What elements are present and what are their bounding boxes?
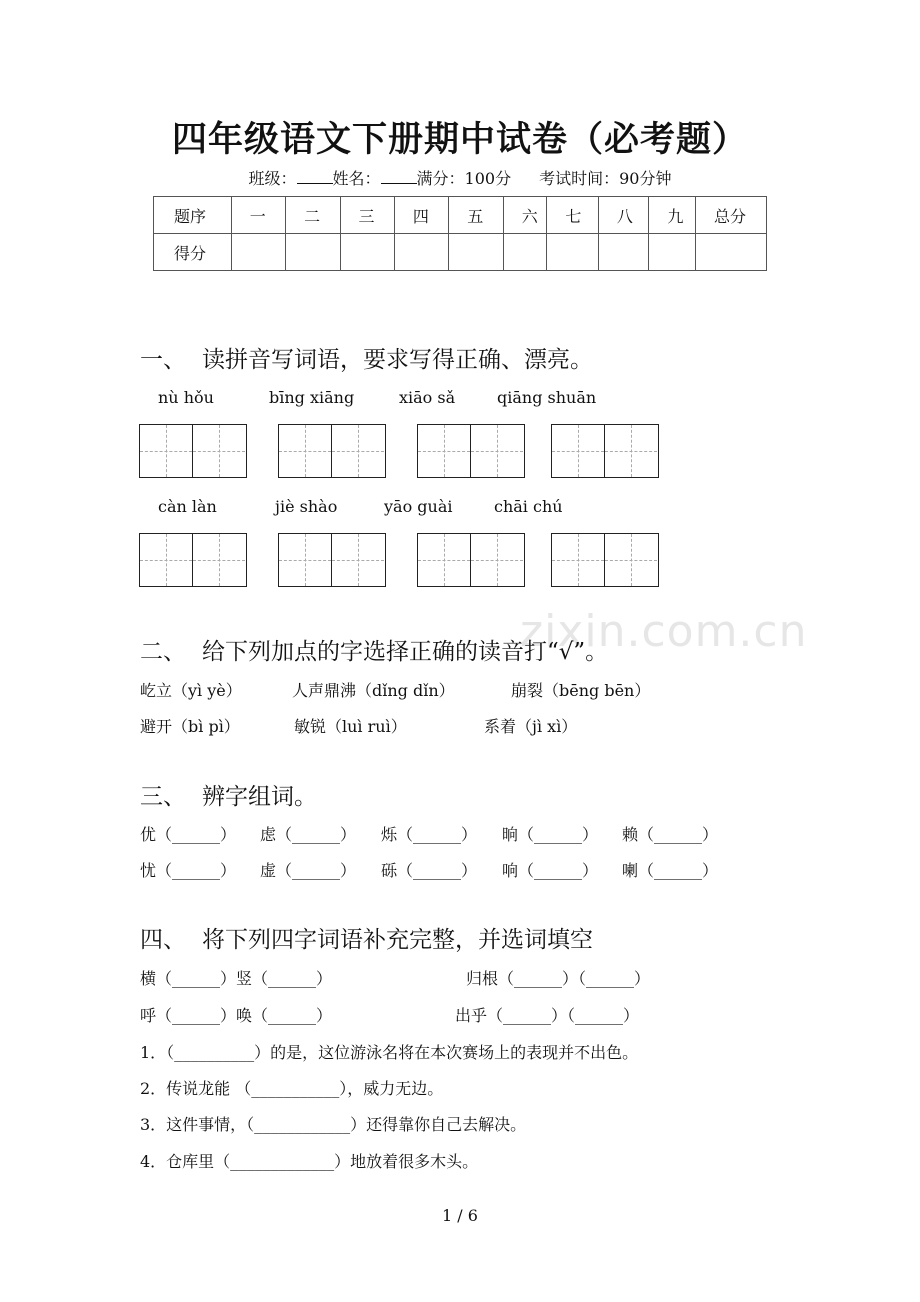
section-4-heading: [140, 921, 593, 954]
word-item[interactable]: 响（______）: [502, 861, 599, 880]
writing-grid[interactable]: [417, 424, 525, 478]
word-item[interactable]: 喇（______）: [622, 861, 719, 880]
page-number: 1 / 6: [442, 1206, 478, 1225]
page-title: 四年级语文下册期中试卷（必考题）: [171, 119, 748, 160]
pinyin: chāi chú: [494, 497, 563, 516]
idiom-item[interactable]: 出乎（______）（______）: [455, 1006, 640, 1025]
writing-grid[interactable]: [551, 533, 659, 587]
header-cell: 一: [231, 197, 285, 234]
pinyin: qiāng shuān: [497, 388, 597, 407]
section-title: 将下列四字词语补充完整，并选词填空: [202, 927, 593, 953]
header-cell: 二: [286, 197, 340, 234]
score-cell[interactable]: [449, 234, 503, 271]
score-cell[interactable]: [231, 234, 285, 271]
watermark: zixin.com.cn: [520, 606, 808, 657]
score-table-header-row: [154, 197, 767, 234]
word-item[interactable]: 晌（______）: [502, 825, 599, 844]
idiom-item[interactable]: 横（______）竖（______）: [140, 969, 333, 988]
score-cell[interactable]: [649, 234, 696, 271]
header-cell: 八: [598, 197, 649, 234]
row-label: 得分: [154, 234, 232, 271]
section-number: 三、: [140, 784, 186, 810]
word-item[interactable]: 忧（______）: [140, 861, 237, 880]
reading-item: 人声鼎沸（dǐng dǐn）: [292, 681, 455, 700]
pinyin: càn làn: [158, 497, 217, 516]
writing-grid[interactable]: [417, 533, 525, 587]
class-label: 班级：: [248, 169, 297, 188]
score-table: [153, 196, 767, 271]
section-title: 辨字组词。: [202, 784, 317, 810]
idiom-item[interactable]: 归根（______）（______）: [466, 969, 651, 988]
score-cell[interactable]: [598, 234, 649, 271]
writing-grid[interactable]: [278, 533, 386, 587]
name-label: 姓名：: [332, 169, 381, 188]
pinyin: xiāo sǎ: [399, 388, 456, 407]
section-title: 给下列加点的字选择正确的读音打“√”。: [202, 639, 609, 665]
fill-sentence[interactable]: 3．这件事情，（____________）还得靠你自己去解决。: [140, 1115, 527, 1134]
section-3-heading: [140, 778, 317, 811]
reading-item: 系着（jì xì）: [484, 717, 578, 736]
word-item[interactable]: 虚（______）: [260, 861, 357, 880]
pinyin: jiè shào: [275, 497, 338, 516]
section-title: 读拼音写词语，要求写得正确、漂亮。: [202, 347, 593, 373]
pinyin: nù hǒu: [158, 388, 214, 407]
reading-item: 屹立（yì yè）: [140, 681, 242, 700]
header-cell: 四: [394, 197, 448, 234]
class-blank[interactable]: [297, 169, 333, 184]
fill-sentence[interactable]: 2．传说龙能 （___________），威力无边。: [140, 1079, 444, 1098]
score-cell[interactable]: [547, 234, 598, 271]
reading-item: 避开（bì pì）: [140, 717, 240, 736]
header-cell: 题序: [154, 197, 232, 234]
reading-item: 崩裂（bēng bēn）: [511, 681, 651, 700]
section-number: 一、: [140, 347, 186, 373]
pinyin: bīng xiāng: [269, 388, 355, 407]
score-cell[interactable]: [696, 234, 767, 271]
score-cell[interactable]: [286, 234, 340, 271]
word-item[interactable]: 砾（______）: [381, 861, 478, 880]
header-cell: 九: [649, 197, 696, 234]
word-item[interactable]: 烁（______）: [381, 825, 478, 844]
exam-info: [0, 166, 920, 189]
word-item[interactable]: 赖（______）: [622, 825, 719, 844]
name-blank[interactable]: [381, 169, 417, 184]
fill-sentence[interactable]: 1．（__________）的是，这位游泳名将在本次赛场上的表现并不出色。: [140, 1043, 639, 1062]
header-cell: 六: [503, 197, 547, 234]
exam-time: 考试时间：90分钟: [539, 169, 672, 188]
header-cell: 七: [547, 197, 598, 234]
word-item[interactable]: 优（______）: [140, 825, 237, 844]
writing-grid[interactable]: [278, 424, 386, 478]
header-cell: 五: [449, 197, 503, 234]
score-cell[interactable]: [394, 234, 448, 271]
score-cell[interactable]: [503, 234, 547, 271]
section-1-heading: [140, 341, 593, 374]
pinyin: yāo guài: [384, 497, 453, 516]
section-number: 四、: [140, 927, 186, 953]
reading-item: 敏锐（luì ruì）: [294, 717, 407, 736]
full-score: 满分：100分: [416, 169, 512, 188]
score-table-score-row: [154, 234, 767, 271]
writing-grid[interactable]: [551, 424, 659, 478]
writing-grid[interactable]: [139, 424, 247, 478]
idiom-item[interactable]: 呼（______）唤（______）: [140, 1006, 333, 1025]
fill-sentence[interactable]: 4．仓库里（_____________）地放着很多木头。: [140, 1152, 479, 1171]
section-number: 二、: [140, 639, 186, 665]
score-cell[interactable]: [340, 234, 394, 271]
header-cell: 总分: [696, 197, 767, 234]
section-2-heading: [140, 633, 608, 666]
header-cell: 三: [340, 197, 394, 234]
word-item[interactable]: 虑（______）: [260, 825, 357, 844]
writing-grid[interactable]: [139, 533, 247, 587]
